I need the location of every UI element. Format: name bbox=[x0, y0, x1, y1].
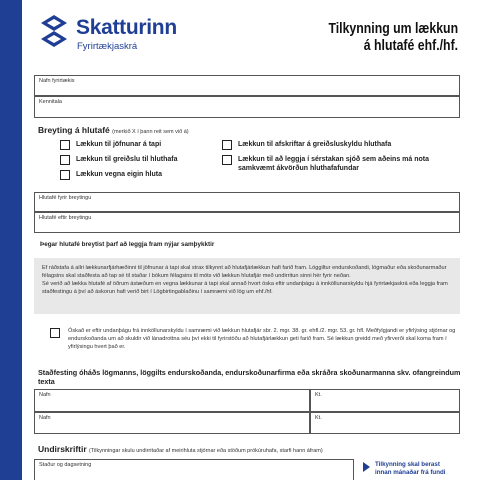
exemption-text: Óskað er eftir undanþágu frá innköllunarskyldu í samræmi við lækkun hlutafjár sbr. 2. mgr. 38. gr. ehfl./2. mgr. 53. gr. hfl. Meðfylgjandi er yfirlýsing stjórnar og endurskoðanda um að skuldir við lánadrottna séu því ekki til fyrirstöðu að hlutafjárlækkun geti farið fram. Sé lækkun greidd með yfirverði skal koma fram í yfirlýsingu hvert það er. bbox=[68, 328, 456, 350]
own-shares-checkbox[interactable] bbox=[60, 170, 70, 180]
write-off-obligation-checkbox[interactable] bbox=[222, 140, 232, 150]
deadline-note bbox=[363, 461, 445, 476]
notice-paragraph-2: Sé verið að lækka hlutafé af öðrum ástæðum en vegna lækkunar á tapi skal annað hvort óska eftir undanþágu á innköllunarskyldu hjá fyrirtækjaskrá eða leggja fram staðfestingu á því að áskorun hafi verið birt í Lögbirtingablaðinu í samræmi við lög um ehf./hf. bbox=[42, 281, 448, 295]
special-fund-checkbox[interactable] bbox=[222, 155, 232, 165]
capital-after-field[interactable] bbox=[34, 212, 460, 233]
brand-name: Skatturinn bbox=[76, 16, 177, 39]
skatturinn-logo bbox=[38, 14, 208, 60]
change-heading bbox=[38, 125, 189, 135]
confirmation-id-field-1[interactable] bbox=[310, 389, 460, 412]
form-title-line-2: á hlutafé ehf./hf. bbox=[363, 37, 458, 54]
deadline-line-1: Tilkynning skal berast bbox=[375, 461, 440, 468]
offset-losses-checkbox[interactable] bbox=[60, 140, 70, 150]
confirmation-name-label-2: Nafn bbox=[39, 415, 51, 421]
confirmation-id-label-2: Kt. bbox=[315, 415, 322, 421]
form-title-line-1: Tilkynning um lækkun bbox=[328, 20, 458, 37]
option-own-shares bbox=[60, 170, 162, 180]
notice-box bbox=[34, 258, 460, 314]
company-name-field[interactable] bbox=[34, 75, 460, 96]
company-name-label: Nafn fyrirtækis bbox=[39, 78, 75, 84]
deadline-line-2: innan mánaðar frá fundi bbox=[375, 468, 446, 476]
brand-subtitle: Fyrirtækjaskrá bbox=[77, 41, 138, 52]
place-date-label: Staður og dagsetning bbox=[39, 462, 92, 468]
company-id-field[interactable] bbox=[34, 96, 460, 118]
option-special-fund bbox=[222, 155, 454, 173]
own-shares-label: Lækkun vegna eigin hluta bbox=[76, 171, 162, 178]
signatures-heading bbox=[38, 444, 323, 454]
form-title bbox=[328, 20, 458, 54]
payment-to-shareholders-label: Lækkun til greiðslu til hluthafa bbox=[76, 156, 178, 163]
capital-after-label: Hlutafé eftir breytingu bbox=[39, 215, 92, 221]
arrow-right-icon bbox=[363, 462, 370, 472]
change-heading-note: (merkið X í þann reit sem við á) bbox=[112, 129, 189, 135]
confirmation-heading: Staðfesting óháðs lögmanns, löggilts endurskoðanda, endurskoðunarfirma eða skráðra skoðunarmanna skv. ofangreindum texta bbox=[38, 368, 461, 386]
exemption-option bbox=[50, 327, 468, 351]
option-payment-to-shareholders bbox=[60, 155, 178, 165]
capital-before-field[interactable] bbox=[34, 192, 460, 212]
confirmation-name-field-1[interactable] bbox=[34, 389, 310, 412]
option-write-off-obligation bbox=[222, 140, 452, 150]
write-off-obligation-label: Lækkun til afskriftar á greiðsluskyldu hluthafa bbox=[238, 141, 392, 148]
option-offset-losses bbox=[60, 140, 161, 150]
place-date-field[interactable] bbox=[34, 459, 354, 480]
skatturinn-logo-icon bbox=[38, 14, 70, 48]
confirmation-name-label-1: Nafn bbox=[39, 392, 51, 398]
confirmation-id-label-1: Kt. bbox=[315, 392, 322, 398]
signatures-note: (Tilkynningar skulu undirritaðar af meirihluta stjórnar eða stöðum prókúruhafa, starfi hann áfram) bbox=[89, 448, 323, 454]
change-heading-text: Breyting á hlutafé bbox=[38, 125, 110, 135]
offset-losses-label: Lækkun til jöfnunar á tapi bbox=[76, 141, 162, 148]
exemption-checkbox[interactable] bbox=[50, 328, 60, 338]
articles-heading: Þegar hlutafé breytist þarf að leggja fram nýjar samþykktir bbox=[40, 241, 215, 248]
deadline-text bbox=[375, 461, 445, 476]
special-fund-label: Lækkun til að leggja í sérstakan sjóð sem aðeins má nota samkvæmt ákvörðun hluthafafundar bbox=[238, 156, 430, 172]
signatures-heading-text: Undirskriftir bbox=[38, 444, 87, 454]
capital-before-label: Hlutafé fyrir breytingu bbox=[39, 195, 92, 201]
confirmation-name-field-2[interactable] bbox=[34, 412, 310, 434]
left-accent-bar bbox=[0, 0, 22, 480]
confirmation-id-field-2[interactable] bbox=[310, 412, 460, 434]
payment-to-shareholders-checkbox[interactable] bbox=[60, 155, 70, 165]
notice-paragraph-1: Ef ráðstafa á allri lækkunarfjárhæðinni til jöfnunar á tapi skal strax tilkynnt að hlutafjárlækkun hafi farið fram. Löggiltur endurskoðandi, lögmaður eða skoðunarmaður félagsins skal staðfesta að tap sé til staðar í bókum félagsins til móts við lækkun hlutafjár með undirritun sinni hér fyrir neðan. bbox=[42, 265, 447, 279]
company-id-label: Kennitala bbox=[39, 99, 62, 105]
